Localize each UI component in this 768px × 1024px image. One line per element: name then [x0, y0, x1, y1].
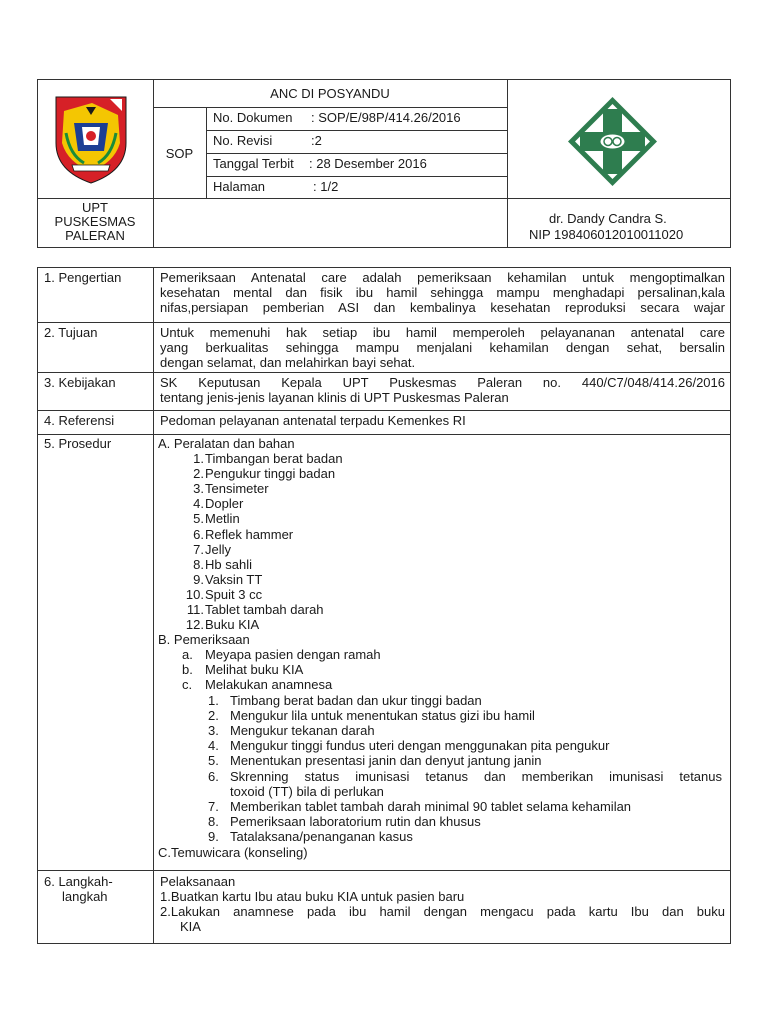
divider	[206, 130, 507, 131]
prosedur-c-title: C.Temuwicara (konseling)	[158, 845, 308, 860]
list-item-text: Hb sahli	[205, 556, 252, 572]
list-item-number: 11.	[186, 602, 204, 617]
document-title: ANC DI POSYANDU	[270, 86, 390, 101]
list-item-text: Memberikan tablet tambah darah minimal 90 tablet selama kehamilan	[230, 798, 632, 814]
list-item-text: Metlin	[205, 511, 240, 527]
list-item-number: 4.	[193, 496, 204, 512]
list-item-text: Timbang berat badan dan ukur tinggi badan	[230, 693, 482, 708]
list-item-text: Buku KIA	[205, 617, 260, 633]
list-item-number: a.	[182, 647, 193, 662]
puskesmas-cross-logo	[566, 95, 659, 188]
list-item-number: 4.	[208, 738, 219, 754]
list-item-number: 8.	[208, 813, 219, 829]
list-item-text: Mengukur tekanan darah	[230, 723, 375, 739]
meta-label-tanggal: Tanggal Terbit	[213, 156, 294, 171]
list-item-text: Tablet tambah darah	[205, 602, 324, 617]
list-item-text: Tensimeter	[205, 481, 269, 497]
list-item-text: Pengukur tinggi badan	[205, 466, 336, 482]
label-langkah-1: 6. Langkah-	[44, 874, 113, 889]
list-item-text: Meyapa pasien dengan ramah	[205, 647, 381, 662]
list-item-text: Timbangan berat badan	[205, 451, 343, 466]
list-item-number: 1.	[208, 693, 219, 708]
divider	[153, 79, 154, 248]
prosedur-a-title: A. Peralatan dan bahan	[158, 436, 295, 451]
langkah-title: Pelaksanaan	[160, 874, 236, 889]
list-item-number: 9.	[208, 828, 219, 844]
label-prosedur: 5. Prosedur	[44, 436, 112, 451]
list-item-text: Melakukan anamnesa	[205, 677, 333, 693]
regional-emblem-logo	[52, 93, 130, 185]
divider	[153, 267, 154, 944]
kebijakan-line: SK Keputusan Kepala UPT Puskesmas Paleran no. 440/C7/048/414.26/2016	[160, 375, 725, 390]
divider	[37, 322, 731, 323]
divider	[37, 198, 731, 199]
list-item-number: 6.	[208, 768, 219, 784]
list-item-number: 7.	[208, 798, 219, 814]
list-item-number: 1.	[193, 451, 204, 466]
meta-value-dokumen: : SOP/E/98P/414.26/2016	[311, 110, 461, 125]
meta-label-halaman: Halaman	[213, 179, 266, 194]
meta-value-halaman: : 1/2	[313, 179, 339, 194]
list-item-number: 2.	[193, 466, 204, 482]
list-item-text: Vaksin TT	[205, 571, 263, 587]
list-item-text: Tatalaksana/penanganan kasus	[230, 828, 413, 844]
signatory-name: dr. Dandy Candra S.	[549, 211, 667, 226]
org-line-3: PALERAN	[65, 228, 125, 243]
label-kebijakan: 3. Kebijakan	[44, 375, 116, 390]
list-item-text: Pemeriksaan laboratorium rutin dan khusus	[230, 813, 481, 829]
label-pengertian: 1. Pengertian	[44, 270, 122, 285]
divider	[206, 176, 507, 177]
prosedur-b-title: B. Pemeriksaan	[158, 632, 250, 647]
sop-label: SOP	[165, 146, 194, 161]
label-referensi: 4. Referensi	[44, 413, 115, 428]
list-item-number: 5.	[208, 753, 219, 769]
list-item-number: 7.	[193, 541, 204, 557]
meta-value-revisi: :2	[311, 133, 322, 148]
meta-label-dokumen: No. Dokumen	[213, 110, 293, 125]
divider	[37, 870, 731, 871]
list-item-number: 3.	[208, 723, 219, 739]
list-item-number: 6.	[193, 526, 204, 542]
list-item-text: Menentukan presentasi janin dan denyut jantung janin	[230, 753, 542, 769]
divider	[507, 79, 508, 248]
tujuan-line: dengan selamat, dan melahirkan bayi sehat.	[160, 355, 416, 370]
langkah-line: 1.Buatkan kartu Ibu atau buku KIA untuk pasien baru	[160, 889, 465, 904]
org-line-2: PUSKESMAS	[54, 214, 136, 229]
divider	[153, 107, 507, 108]
divider	[37, 410, 731, 411]
list-item-number: 2.	[208, 708, 219, 724]
list-item-number: 3.	[193, 481, 204, 497]
meta-value-tanggal: : 28 Desember 2016	[309, 156, 427, 171]
meta-label-revisi: No. Revisi	[213, 133, 273, 148]
list-item-text: Mengukur tinggi fundus uteri dengan menggunakan pita pengukur	[230, 738, 610, 754]
list-item-text: Jelly	[205, 541, 232, 557]
langkah-line: KIA	[180, 919, 201, 934]
list-item-number: b.	[182, 662, 193, 678]
org-line-1: UPT	[82, 200, 108, 215]
referensi-text: Pedoman pelayanan antenatal terpadu Kemenkes RI	[160, 413, 466, 428]
kebijakan-line: tentang jenis-jenis layanan klinis di UPT Puskesmas Paleran	[160, 390, 509, 405]
divider	[37, 372, 731, 373]
divider	[206, 153, 507, 154]
list-item-text: toxoid (TT) bila di perlukan	[230, 783, 384, 799]
list-item-number: c.	[182, 677, 193, 693]
list-item-text: Melihat buku KIA	[205, 662, 304, 678]
list-item-number: 12.	[185, 617, 204, 633]
signatory-nip: NIP 198406012010011020	[529, 227, 684, 242]
list-item-number: 5.	[193, 511, 204, 527]
list-item-text: Dopler	[205, 496, 244, 512]
list-item-text: Skrenning status imunisasi tetanus dan memberikan imunisasi tetanus	[230, 768, 722, 784]
list-item-text: Reflek hammer	[205, 526, 294, 542]
divider	[37, 434, 731, 435]
list-item-text: Spuit 3 cc	[205, 586, 263, 602]
pengertian-line: kesehatan mental dan fisik ibu hamil sehingga mampu menghadapi persalinan,kala	[160, 285, 725, 300]
label-langkah-2: langkah	[62, 889, 108, 904]
list-item-number: 9.	[193, 571, 204, 587]
label-tujuan: 2. Tujuan	[44, 325, 98, 340]
tujuan-line: yang berkualitas sehingga mampu menjalani kehamilan dengan sehat, bersalin	[160, 340, 725, 355]
pengertian-line: nifas,persiapan pemberian ASI dan kembalinya kesehatan reproduksi secara wajar	[160, 300, 725, 315]
list-item-text: Mengukur lila untuk menentukan status gizi ibu hamil	[230, 708, 535, 724]
list-item-number: 10.	[185, 586, 204, 602]
pengertian-line: Pemeriksaan Antenatal care adalah pemeriksaan kehamilan untuk mengoptimalkan	[160, 270, 725, 285]
list-item-number: 8.	[193, 556, 204, 572]
tujuan-line: Untuk memenuhi hak setiap ibu hamil memperoleh pelayananan antenatal care	[160, 325, 725, 340]
langkah-line: 2.Lakukan anamnese pada ibu hamil dengan mengacu pada kartu Ibu dan buku	[160, 904, 725, 919]
